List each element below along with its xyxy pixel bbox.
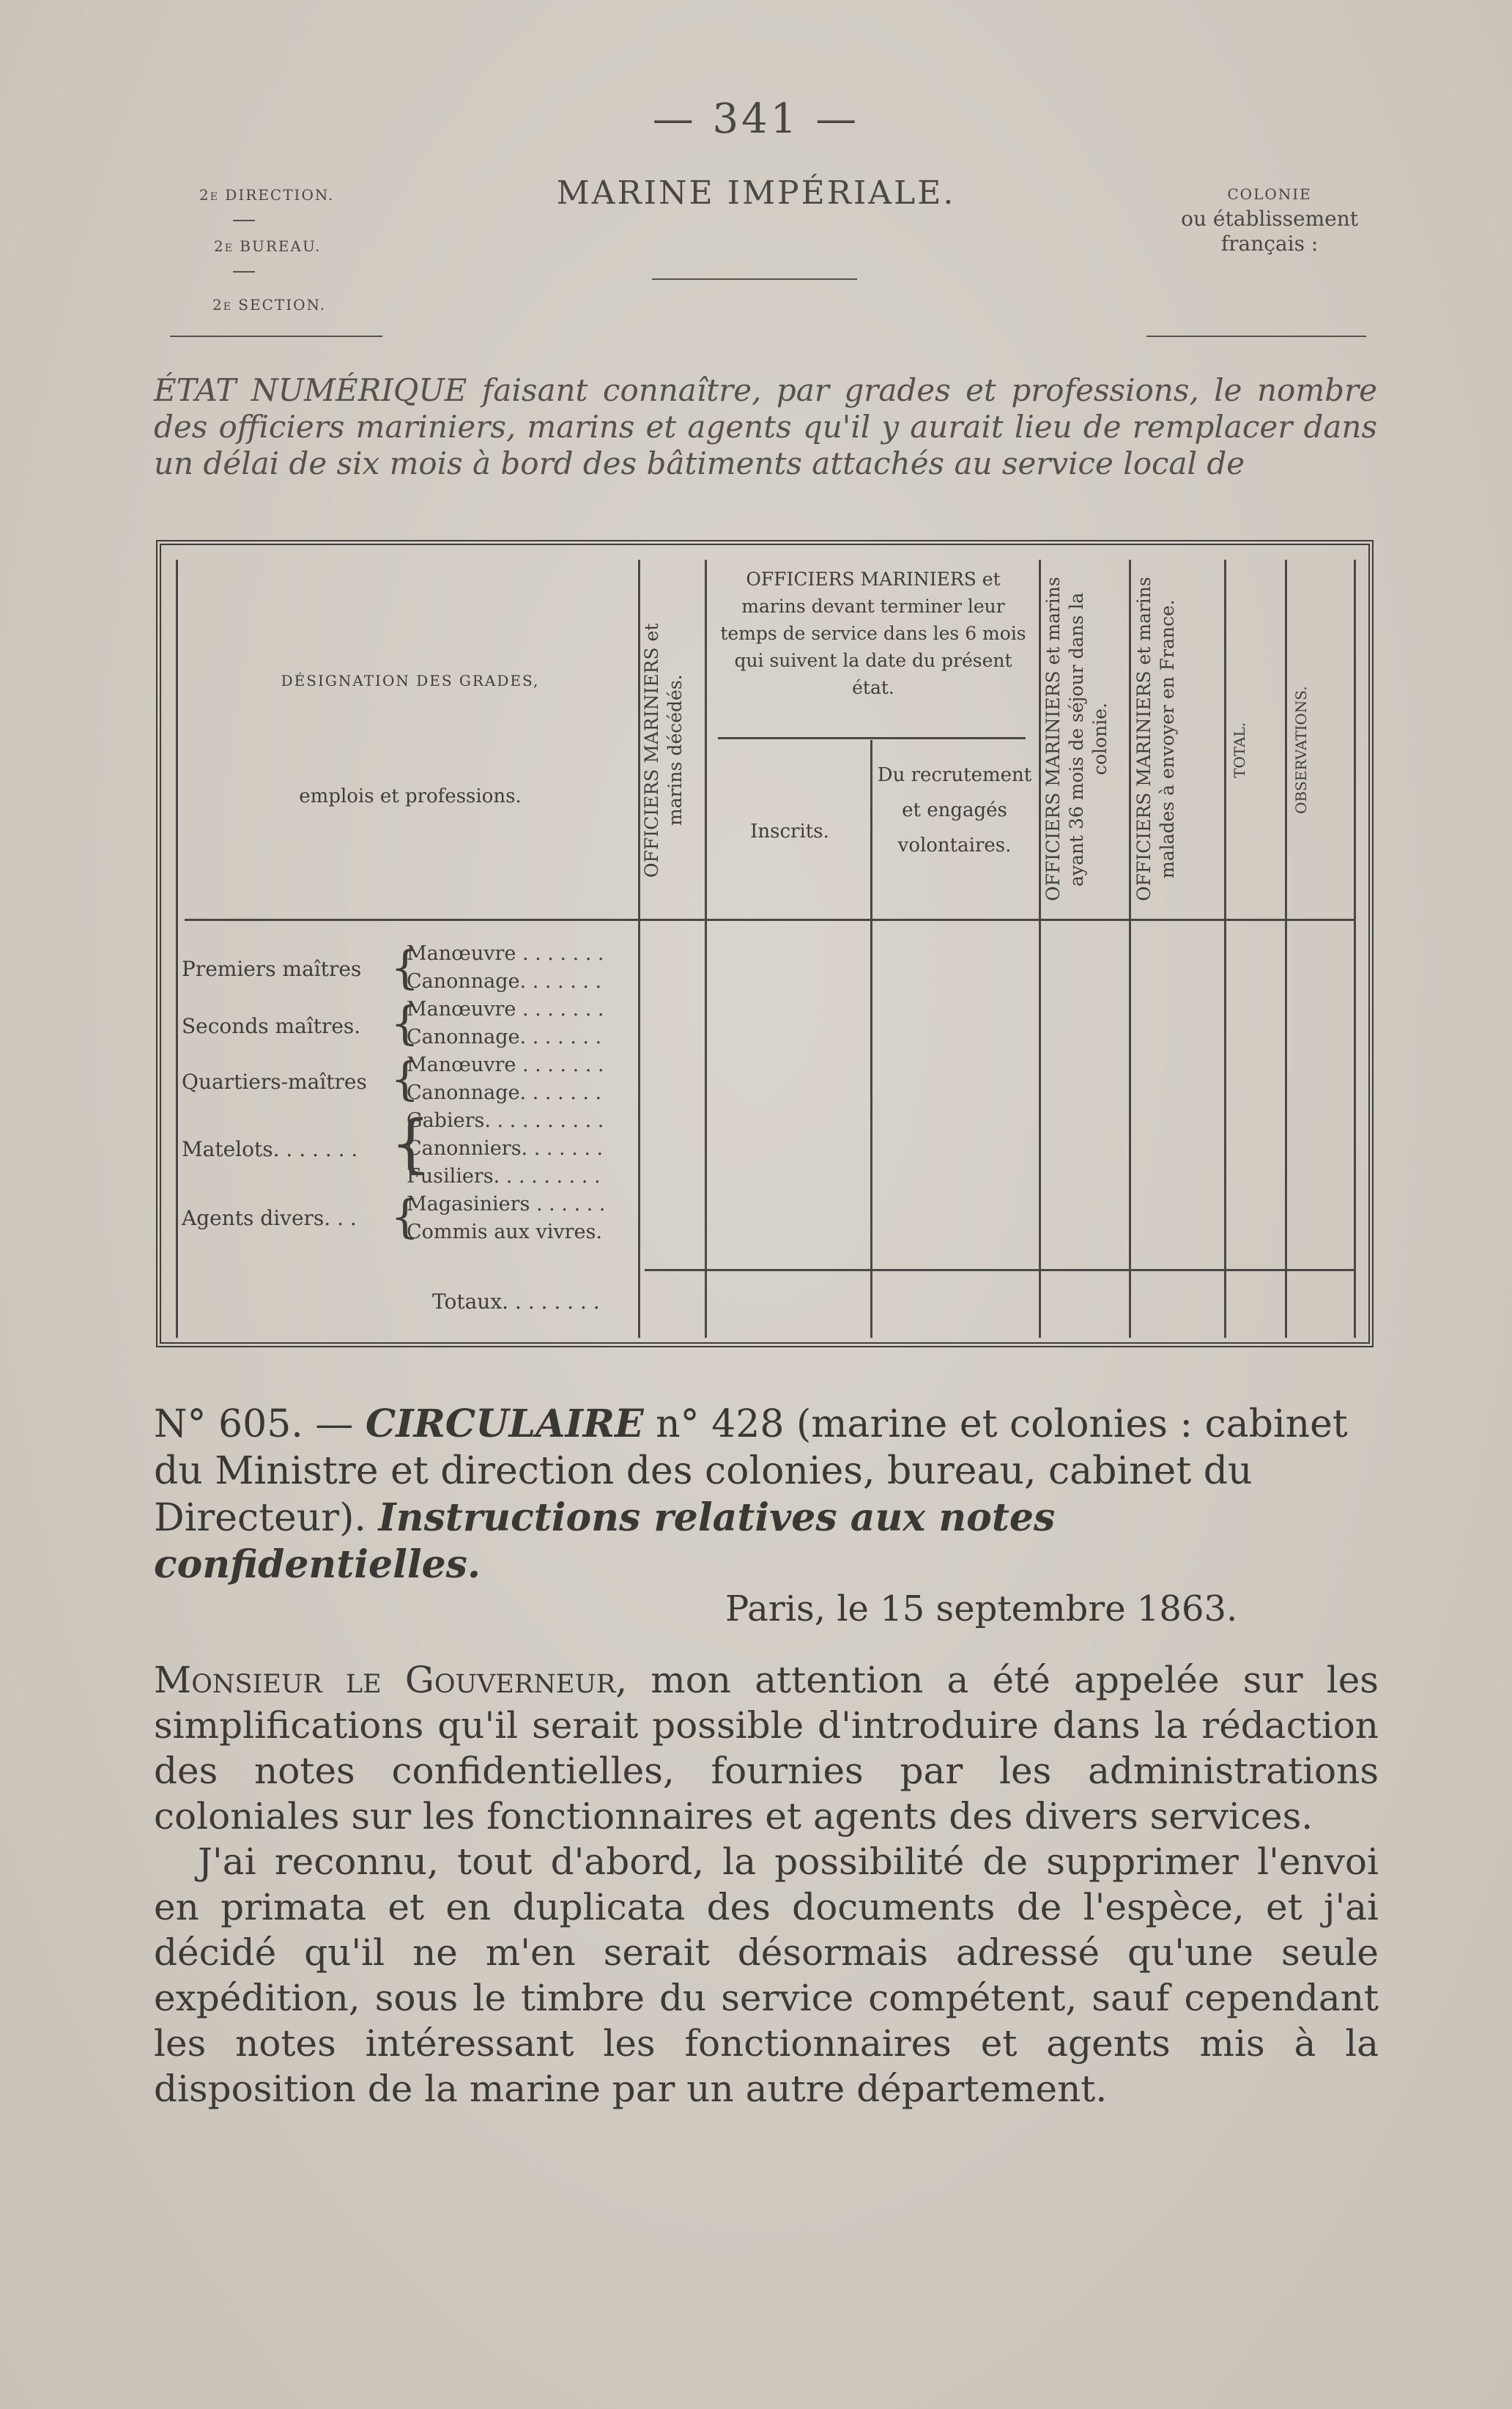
salutation: Monsieur le Gouverneur, xyxy=(154,1659,628,1701)
francais-label: français : xyxy=(1220,232,1319,256)
row-item: Commis aux vivres. xyxy=(407,1221,602,1243)
totals-divider xyxy=(645,1269,1354,1271)
paragraph: J'ai reconnu, tout d'abord, la possibilité de supprimer l'envoi en primata et en duplicata des documents de l'espèce, et j'ai décidé qu'il ne m'en serait désormais adressé qu'une seule expédition, sous le timbre du service compétent, sauf cependant les notes intéressant les fonctionnaires et agents mis à la disposition de la marine par un autre département. xyxy=(154,1840,1379,2110)
brace: { xyxy=(390,996,420,1050)
row-item: Manœuvre . . . . . . . xyxy=(407,942,604,965)
row-item: Magasiniers . . . . . . xyxy=(407,1193,606,1215)
column-divider xyxy=(705,560,707,1338)
brace: { xyxy=(390,1052,420,1106)
row-label-premiers-maitres: Premiers maîtres xyxy=(182,957,362,981)
circulaire-number: N° 605. — xyxy=(154,1402,354,1446)
row-item: Canonnage. . . . . . . xyxy=(407,970,602,993)
bureau-label: 2e BUREAU. xyxy=(214,237,322,255)
group-divider xyxy=(718,737,1026,739)
letter-body xyxy=(154,1657,1379,2112)
col-inscrits-head: Inscrits. xyxy=(750,821,829,843)
colonie-block xyxy=(1181,182,1358,256)
paragraph-text: mon attention a été appelée sur les simplifications qu'il serait possible d'introduire dans la rédaction des notes confidentielles, fournies par les administrations coloniales sur les fonctionnaires et agents des divers services. xyxy=(154,1659,1379,1838)
group-head: OFFICIERS MARINIERS et marins devant terminer leur temps de service dans les 6 mois qui suivent la date du présent état. xyxy=(720,569,1026,698)
divider xyxy=(233,271,255,273)
divider xyxy=(170,336,382,337)
brace: { xyxy=(390,1190,420,1243)
row-label-quartiers-maitres: Quartiers-maîtres xyxy=(182,1070,367,1094)
column-divider xyxy=(1285,560,1287,1338)
col-malades-head: OFFICIERS MARINIERS et marins malades à envoyer en France. xyxy=(1133,577,1178,902)
page-title: MARINE IMPÉRIALE. xyxy=(556,174,956,212)
circulaire-subject: Instructions relatives aux notes confidentielles. xyxy=(154,1495,1056,1587)
col-total-head: TOTAL. xyxy=(1231,722,1248,779)
etablissement-label: ou établissement xyxy=(1181,207,1358,231)
column-divider xyxy=(1129,560,1131,1338)
column-divider xyxy=(1354,560,1356,1338)
designation-head-line1: DÉSIGNATION DES GRADES, xyxy=(281,672,540,689)
column-divider xyxy=(1224,560,1226,1338)
totals-label: Totaux. . . . . . . . xyxy=(432,1289,600,1314)
state-table xyxy=(156,540,1374,1347)
col-recrutement-head: Du recrutement et engagés volontaires. xyxy=(877,764,1032,856)
col-36mois-head: OFFICIERS MARINIERS et marins ayant 36 mois de séjour dans la colonie. xyxy=(1042,577,1111,902)
page-number: — 341 — xyxy=(652,95,860,143)
column-divider xyxy=(176,560,178,1338)
brace: { xyxy=(390,941,420,994)
etat-heading xyxy=(154,372,1377,482)
circulaire-rest: n° 428 (marine et colonies : cabinet du Ministre et direction des colonies, bureau, cabinet du Directeur). xyxy=(154,1402,1348,1540)
row-item: Canonniers. . . . . . . xyxy=(407,1137,604,1160)
row-label-agents-divers: Agents divers. . . xyxy=(182,1206,357,1230)
designation-head xyxy=(183,667,637,695)
title-ornament xyxy=(652,278,857,280)
paragraph xyxy=(154,1657,1379,1839)
col-decedes-head: OFFICIERS MARINIERS et marins décédés. xyxy=(641,623,686,878)
letter-date: Paris, le 15 septembre 1863. xyxy=(725,1588,1238,1629)
row-item: Manœuvre . . . . . . . xyxy=(407,1054,604,1076)
row-item: Canonnage. . . . . . . xyxy=(407,1026,602,1048)
row-label-matelots: Matelots. . . . . . . xyxy=(182,1137,358,1161)
brace: { xyxy=(390,1107,431,1180)
row-item: Fusiliers. . . . . . . . . xyxy=(407,1165,601,1188)
column-divider xyxy=(1039,560,1041,1338)
row-item: Gabiers. . . . . . . . . . xyxy=(407,1109,604,1132)
header-divider xyxy=(185,919,1354,921)
row-item: Canonnage. . . . . . . xyxy=(407,1081,602,1104)
divider xyxy=(1146,336,1366,337)
section-label: 2e SECTION. xyxy=(212,296,327,314)
etat-lead: ÉTAT NUMÉRIQUE xyxy=(154,372,467,408)
divider xyxy=(233,220,255,221)
row-item: Manœuvre . . . . . . . xyxy=(407,998,604,1021)
direction-label: 2e DIRECTION. xyxy=(199,186,335,204)
etat-text: faisant connaître, par grades et professions, le nombre des officiers mariniers, marins et agents qu'il y aurait lieu de remplacer dans un délai de six mois à bord des bâtiments attachés au service local de xyxy=(154,372,1377,481)
col-observations-head: OBSERVATIONS. xyxy=(1292,686,1310,815)
circulaire-word: CIRCULAIRE xyxy=(365,1402,644,1446)
column-divider xyxy=(870,740,872,1338)
circulaire-heading xyxy=(154,1401,1377,1588)
colonie-label: COLONIE xyxy=(1227,185,1312,203)
designation-subhead: emplois et professions. xyxy=(299,785,522,807)
row-label-seconds-maitres: Seconds maîtres. xyxy=(182,1014,361,1038)
